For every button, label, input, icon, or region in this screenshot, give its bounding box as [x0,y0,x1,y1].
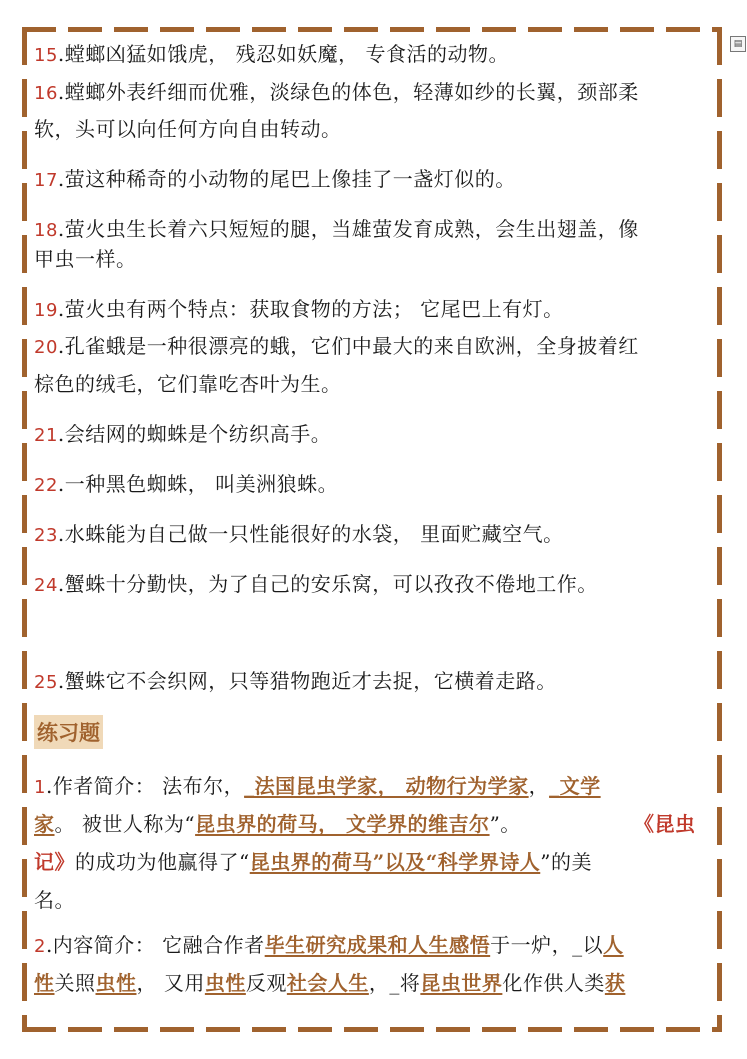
answer-blank: 人 [603,933,624,957]
list-item [34,418,331,447]
list-item-continuation [34,243,137,272]
list-item-continuation [34,113,342,142]
answer-blank: 获 [604,971,626,995]
question-text: .内容简介： 它融合作者 [45,933,265,957]
list-item [34,468,338,497]
item-number: 20 [34,337,58,358]
question-text: 于一炉，_以 [490,933,604,957]
answer-blank: 家 [34,812,55,836]
question-text: ，_将 [368,971,421,995]
question-text: 。 被世人称为“ [54,812,196,836]
item-text: 甲虫一样。 [34,247,137,271]
item-text: .蟹蛛十分勤快，为了自己的安乐窝，可以孜孜不倦地工作。 [57,572,598,596]
frame-left-border [22,27,27,1032]
list-item [34,518,564,547]
item-number: 22 [34,475,58,496]
item-number: 24 [34,575,58,596]
item-number: 19 [34,300,58,321]
item-text: 软，头可以向任何方向自由转动。 [34,117,342,141]
frame-top-border [22,27,722,32]
item-text: .一种黑色蜘蛛， 叫美洲狼蛛。 [57,472,339,496]
list-item-continuation [34,368,342,397]
question-text: 化作供人类 [502,971,605,995]
question-text: .作者简介： 法布尔， [45,774,245,798]
question-text: 反观 [245,971,287,995]
question-text: ， [528,774,550,798]
question-text: ”的美 [540,850,592,874]
question-number: 1 [34,777,46,798]
question-number: 2 [34,936,46,957]
item-text: .蟹蛛它不会织网，只等猎物跑近才去捉，它横着走路。 [57,669,557,693]
item-text: .水蛛能为自己做一只性能很好的水袋， 里面贮藏空气。 [57,522,564,546]
list-item [34,568,598,597]
answer-blank: 昆虫界的荷马， 文学界的维吉尔 [195,812,490,836]
item-text: .萤火虫有两个特点：获取食物的方法； 它尾巴上有灯。 [57,297,564,321]
answer-blank: 虫性 [204,971,246,995]
item-number: 15 [34,45,58,66]
answer-blank: 毕生研究成果和人生感悟 [264,933,491,957]
item-number: 18 [34,220,58,241]
question-text: ”。 [489,812,521,836]
list-item [34,213,639,242]
list-item [34,665,557,694]
item-text: .会结网的蜘蛛是个纺织高手。 [57,422,332,446]
question-1-line-3 [34,846,592,875]
question-1-line-4 [34,884,75,913]
question-text: 关照 [54,971,96,995]
answer-blank: 社会人生 [286,971,369,995]
chat-icon[interactable]: ▤ [730,36,746,52]
answer-blank: _法国昆虫学家， 动物行为学家 [244,774,529,798]
list-item [34,76,639,105]
answer-blank: 性 [34,971,55,995]
exercise-heading: 练习题 [34,715,103,749]
answer-blank: 昆虫世界 [420,971,503,995]
book-title: 《昆虫 [634,812,696,836]
list-item [34,293,564,322]
question-text: 的成功为他赢得了“ [75,850,250,874]
question-text: ， 又用 [136,971,205,995]
item-number: 17 [34,170,58,191]
answer-blank: 虫性 [95,971,137,995]
list-item [34,38,509,67]
answer-blank: 昆虫界的荷马”以及“科学界诗人 [249,850,541,874]
list-item [34,163,516,192]
question-2-line-1 [34,929,624,958]
item-text: .萤这种稀奇的小动物的尾巴上像挂了一盏灯似的。 [57,167,516,191]
frame-bottom-border [22,1027,722,1032]
item-text: .萤火虫生长着六只短短的腿，当雄萤发育成熟，会生出翅盖，像 [57,217,639,241]
question-1-line-2 [34,808,696,837]
item-text: .螳螂凶猛如饿虎， 残忍如妖魔， 专食活的动物。 [57,42,509,66]
item-number: 23 [34,525,58,546]
list-item [34,330,639,359]
frame-right-border [717,27,722,1032]
question-2-line-2 [34,967,625,996]
answer-blank: _文学 [549,774,601,798]
item-number: 25 [34,672,58,693]
question-1-line-1 [34,770,601,799]
item-number: 16 [34,83,58,104]
item-text: 棕色的绒毛，它们靠吃杏叶为生。 [34,372,342,396]
item-text: .孔雀蛾是一种很漂亮的蛾，它们中最大的来自欧洲，全身披着红 [57,334,639,358]
book-title: 记》 [34,850,75,874]
item-text: .螳螂外表纤细而优雅，淡绿色的体色，轻薄如纱的长翼，颈部柔 [57,80,639,104]
item-number: 21 [34,425,58,446]
question-text: 名。 [34,888,75,912]
